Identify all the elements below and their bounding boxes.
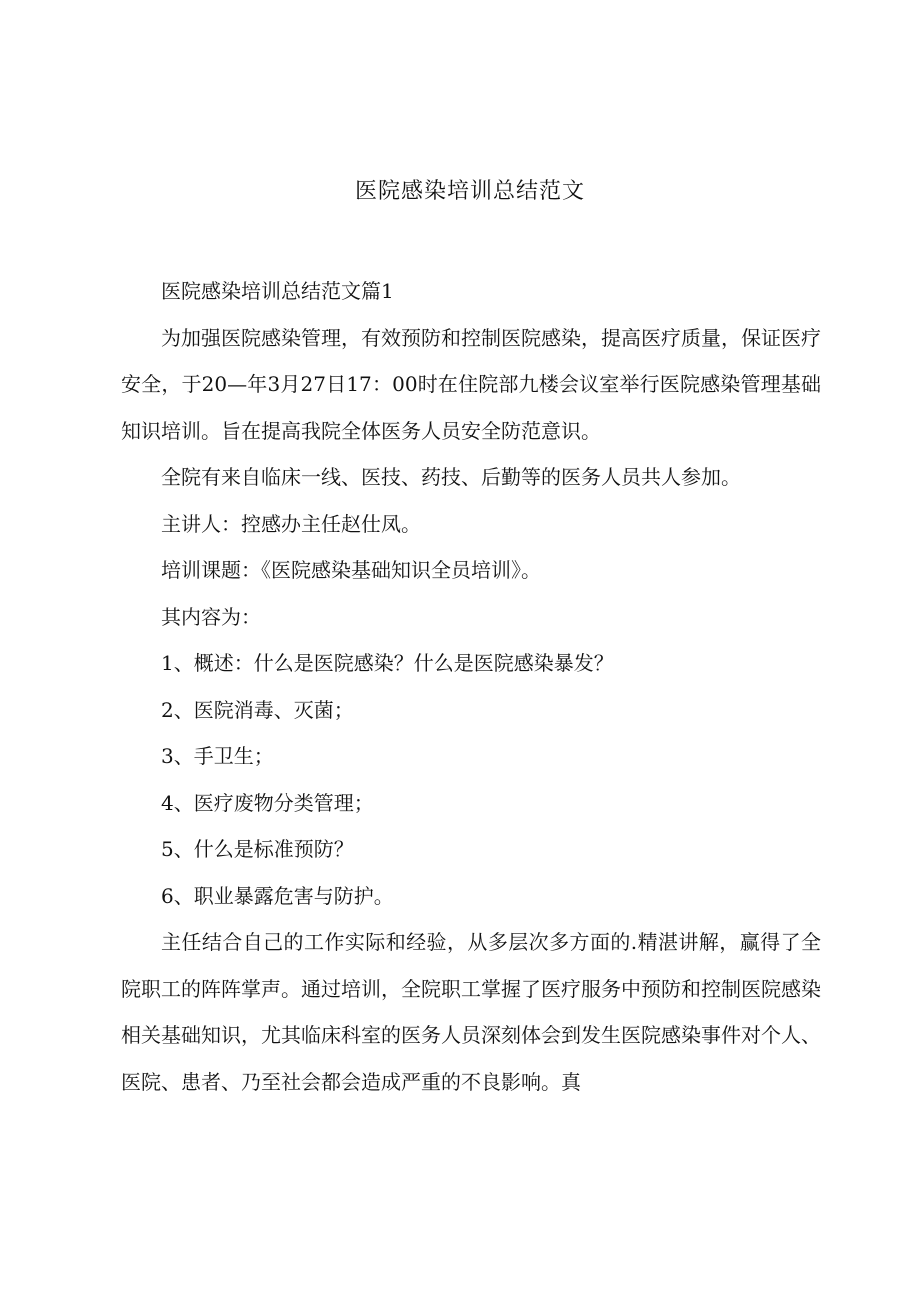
list-item: 4、医疗废物分类管理； [161,790,374,815]
list-item: 2、医院消毒、灭菌； [161,697,354,722]
topic-paragraph: 培训课题：《医院感染基础知识全员培训》。 [161,558,541,582]
list-item: 5、什么是标准预防？ [161,837,354,861]
intro-paragraph: 为加强医院感染管理，有效预防和控制医院感染，提高医疗质量，保证医疗安全，于20—年3月27日17：00时在住院部九楼会议室举行医院感染管理基础知识培训。旨在提高我院全体医务人员安全防范意识。 [121,325,821,443]
summary-paragraph: 主任结合自己的工作实际和经验，从多层次多方面的.精湛讲解，赢得了全院职工的阵阵掌声。通过培训，全院职工掌握了医疗服务中预防和控制医院感染相关基础知识，尤其临床科室的医务人员深刻体会到发生医院感染事件对个人、医院、患者、乃至社会都会造成严重的不良影响。真 [121,930,821,1094]
list-item: 1、概述：什么是医院感染？什么是医院感染暴发？ [161,651,614,675]
participants-paragraph: 全院有来自临床一线、医技、药技、后勤等的医务人员共人参加。 [161,465,741,489]
section-heading: 医院感染培训总结范文篇1 [161,279,394,303]
content-intro-paragraph: 其内容为： [161,604,261,629]
document-title: 医院感染培训总结范文 [354,179,585,204]
speaker-paragraph: 主讲人：控感办主任赵仕凤。 [161,511,421,536]
list-item: 3、手卫生； [161,744,274,768]
list-item: 6、职业暴露危害与防护。 [161,883,394,908]
document-body [121,268,821,1105]
